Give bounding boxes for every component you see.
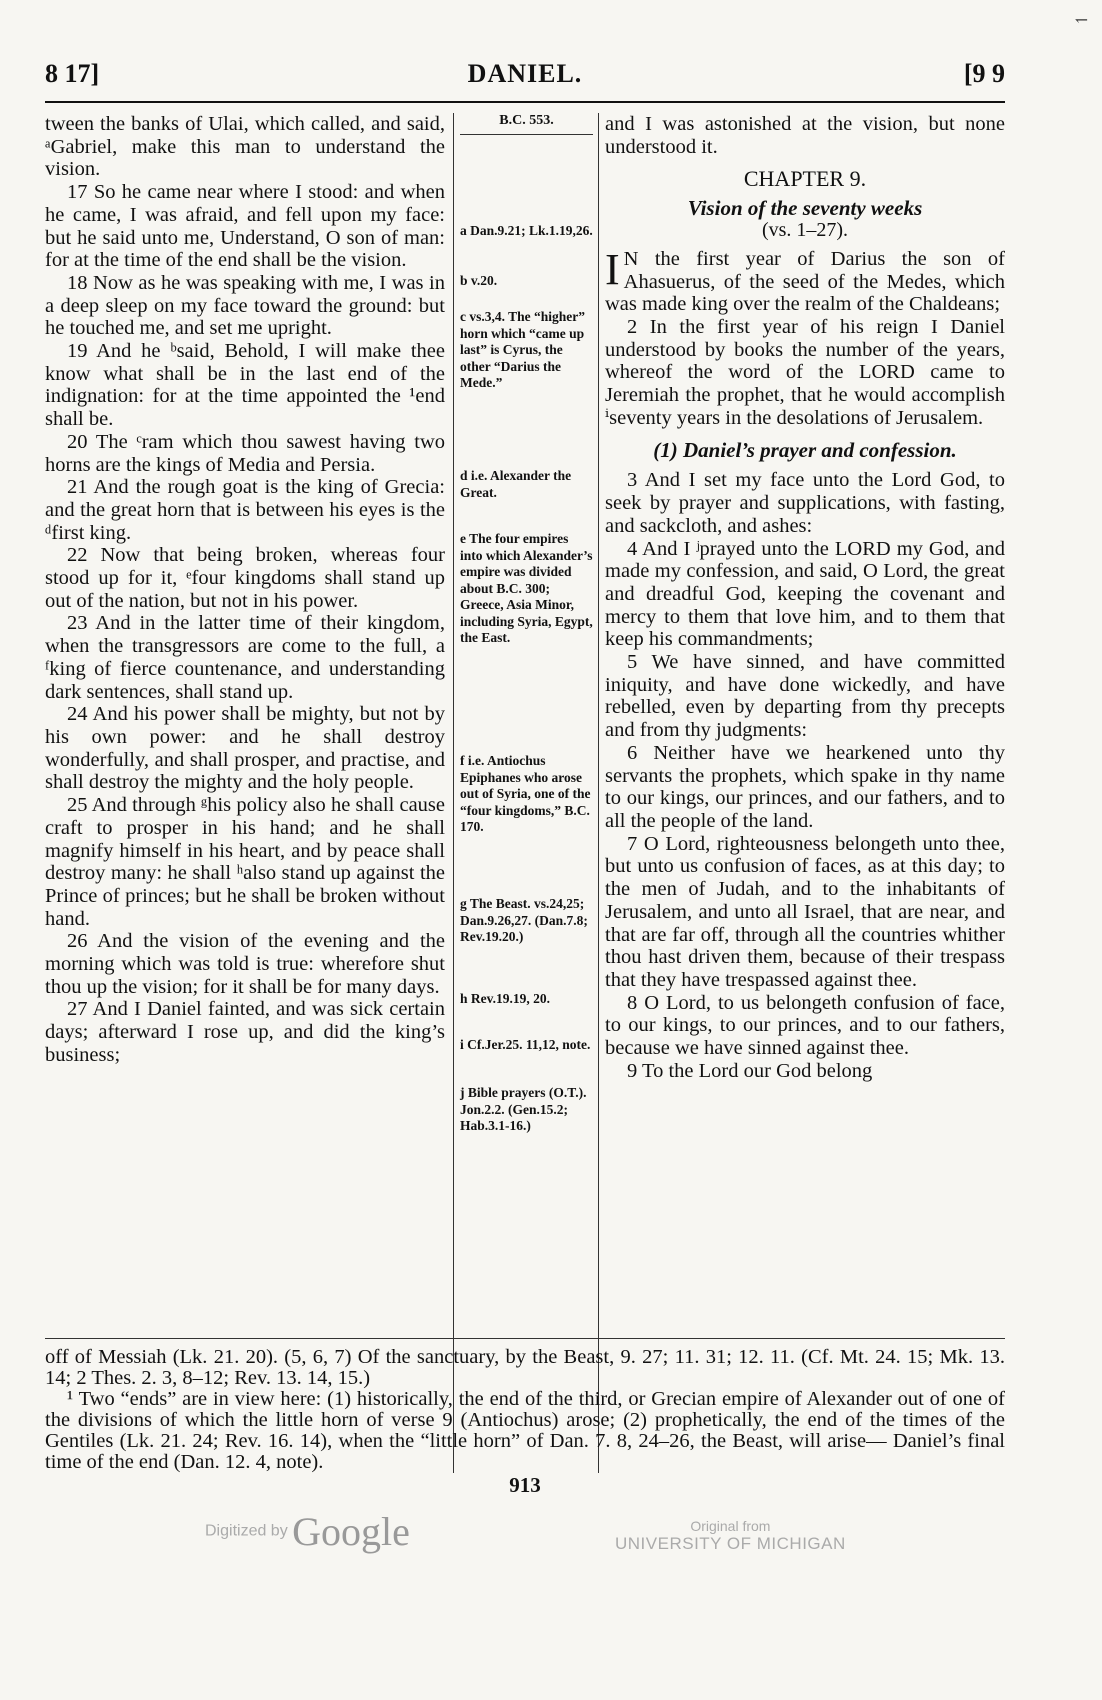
- verse-paragraph: 26 And the vision of the evening and the morning which was told is true: wherefore shut thou up the vision; for it shall be for many days.: [45, 930, 445, 998]
- header-rule: [45, 101, 1005, 103]
- left-text-column: [45, 113, 445, 1067]
- corner-mark: ↽: [1074, 12, 1088, 29]
- header-left-reference: 8 17]: [45, 59, 100, 88]
- verse-paragraph: 7 O Lord, righteousness belongeth unto thee, but unto us confusion of faces, as at this day; to the men of Judah, and to the inhabitants of Jerusalem, and unto all Israel, that are near, and that are far off, through all the countries whither thou hast driven them, because of their trespass that they have trespassed against thee.: [605, 832, 1005, 991]
- source-watermark: [615, 1518, 846, 1554]
- header-right-reference: [9 9: [963, 59, 1005, 88]
- verse-paragraph: 9 To the Lord our God belong: [627, 1059, 873, 1082]
- column-divider-right: [598, 113, 599, 1473]
- margin-note: j Bible prayers (O.T.). Jon.2.2. (Gen.15.2; Hab.3.1-16.): [460, 1085, 587, 1133]
- margin-note: h Rev.19.19, 20.: [460, 991, 551, 1006]
- verse-paragraph: 5 We have sinned, and have committed iniquity, and have done wickedly, and have rebelled, even by departing from thy precepts and from thy judgments:: [605, 651, 1005, 742]
- column-divider-left: [453, 113, 454, 1473]
- google-logo: Google: [292, 1509, 410, 1554]
- verse-paragraph: 8 O Lord, to us belongeth confusion of face, to our kings, to our princes, and to our fathers, because we have sinned against thee.: [605, 991, 1005, 1060]
- right-text-column: [605, 113, 1005, 1082]
- verse-paragraph: 2 In the first year of his reign I Daniel understood by books the number of the years, whereof the word of the LORD came to Jeremiah the prophet, that he would accomplish ⁱseventy years in the desolations of Jerusalem.: [605, 315, 1005, 429]
- verse-paragraph: 6 Neither have we hearkened unto thy servants the prophets, which spake in thy name to our kings, our princes, and our fathers, and to all the people of the land.: [605, 741, 1005, 832]
- institution-label: UNIVERSITY OF MICHIGAN: [615, 1534, 846, 1553]
- verse-paragraph: 20 The ᶜram which thou sawest having two horns are the kings of Media and Persia.: [45, 430, 445, 476]
- verse-paragraph: 22 Now that being broken, whereas four stood up for it, ᵉfour kingdoms shall stand up out of the nation, but not in his power.: [45, 544, 445, 612]
- digitized-watermark: [205, 1508, 410, 1555]
- verse-text: N the first year of Darius the son of Ahasuerus, of the seed of the Medes, which was made king over the realm of the Chaldeans;: [605, 247, 1005, 316]
- margin-note: f i.e. Antiochus Epiphanes who arose out of Syria, one of the “four kingdoms,” B.C. 170.: [460, 753, 591, 834]
- original-from-label: Original from: [690, 1518, 771, 1534]
- digitized-label: Digitized by: [205, 1522, 288, 1540]
- verse-paragraph: 4 And I ʲprayed unto the LORD my God, and made my confession, and said, O Lord, the great and dreadful God, keeping the covenant and mercy to them that love him, and to them that keep his commandments;: [605, 537, 1005, 651]
- verse-paragraph: 23 And in the latter time of their kingdom, when the transgressors are come to the full, a ᶠking of fierce countenance, and understanding dark sentences, shall stand up.: [45, 612, 445, 703]
- verse-paragraph: 19 And he ᵇsaid, Behold, I will make thee know what shall be in the last end of the indignation: for at the time appointed the ¹end shall be.: [45, 340, 445, 431]
- margin-notes-column: [460, 113, 593, 1133]
- chapter-subtitle: Vision of the seventy weeks: [687, 196, 923, 221]
- footnote-continued: off of Messiah (Lk. 21. 20). (5, 6, 7) Of the sanctuary, by the Beast, 9. 27; 11. 31; 12. 11. (Cf. Mt. 24. 15; Mk. 13. 14; 2 Thes. 2. 3, 8–12; Rev. 13. 14, 15.): [45, 1346, 1005, 1389]
- margin-date: B.C. 553.: [460, 113, 593, 135]
- verse-paragraph: 25 And through ᵍhis policy also he shall cause craft to prosper in his hand; and he shall magnify himself in his heart, and by peace shall destroy many: he shall ʰalso stand up against the Prince of princes; but he shall be broken without hand.: [45, 794, 445, 930]
- margin-note: b v.20.: [460, 273, 498, 288]
- footnotes: [45, 1347, 1005, 1473]
- margin-note: d i.e. Alexander the Great.: [460, 468, 572, 500]
- header-book-title: DANIEL.: [467, 59, 583, 88]
- margin-note: i Cf.Jer.25. 11,12, note.: [460, 1037, 591, 1052]
- drop-cap: I: [605, 244, 620, 294]
- scripture-page: [45, 55, 1005, 1635]
- margin-note: c vs.3,4. The “higher” horn which “came up last” is Cyrus, the other “Darius the Mede.”: [460, 309, 586, 390]
- verse-paragraph: 27 And I Daniel fainted, and was sick certain days; afterward I rose up, and did the king’s business;: [45, 998, 445, 1066]
- chapter-verse-range: (vs. 1–27).: [761, 219, 849, 242]
- page-header: [45, 55, 1005, 91]
- verse-paragraph: 3 And I set my face unto the Lord God, to seek by prayer and supplications, with fasting, and sackcloth, and ashes:: [605, 469, 1005, 537]
- verse-paragraph: 17 So he came near where I stood: and when he came, I was afraid, and fell upon my face: but he said unto me, Understand, O son of man: for at the time of the end shall be the vision.: [45, 181, 445, 272]
- footnote-rule: [45, 1338, 1005, 1339]
- chapter-title: CHAPTER 9.: [743, 166, 867, 192]
- verse-paragraph: and I was astonished at the vision, but none understood it.: [605, 113, 1005, 158]
- margin-note: g The Beast. vs.24,25; Dan.9.26,27. (Dan.7.8; Rev.19.20.): [460, 896, 588, 944]
- margin-note: a Dan.9.21; Lk.1.19,26.: [460, 223, 593, 238]
- verse-paragraph: tween the banks of Ulai, which called, and said, ᵃGabriel, make this man to understand the vision.: [45, 113, 445, 181]
- page-number: 913: [509, 1473, 541, 1497]
- section-heading: (1) Daniel’s prayer and confession.: [653, 438, 957, 463]
- verse-paragraph: 21 And the rough goat is the king of Grecia: and the great horn that is between his eyes is the ᵈfirst king.: [45, 476, 445, 544]
- margin-note: e The four empires into which Alexander’s empire was divided about B.C. 300; Greece, Asia Minor, including Syria, Egypt, the East.: [460, 531, 593, 645]
- verse-paragraph: 18 Now as he was speaking with me, I was in a deep sleep on my face toward the ground: but he touched me, and set me upright.: [45, 271, 445, 340]
- footnote-1: ¹ Two “ends” are in view here: (1) historically, the end of the third, or Grecian empire of Alexander out of one of the divisions of which the little horn of verse 9 (Antiochus) arose; (2) prophetically, the end of the times of the Gentiles (Lk. 21. 24; Rev. 16. 14), when the “little horn” of Dan. 7. 8, 24–26, the Beast, will arise— Daniel’s final time of the end (Dan. 12. 4, note).: [45, 1388, 1005, 1473]
- verse-paragraph: 24 And his power shall be mighty, but not by his own power: and he shall destroy wonderfully, and shall prosper, and practise, and shall destroy the mighty and the holy people.: [45, 703, 445, 794]
